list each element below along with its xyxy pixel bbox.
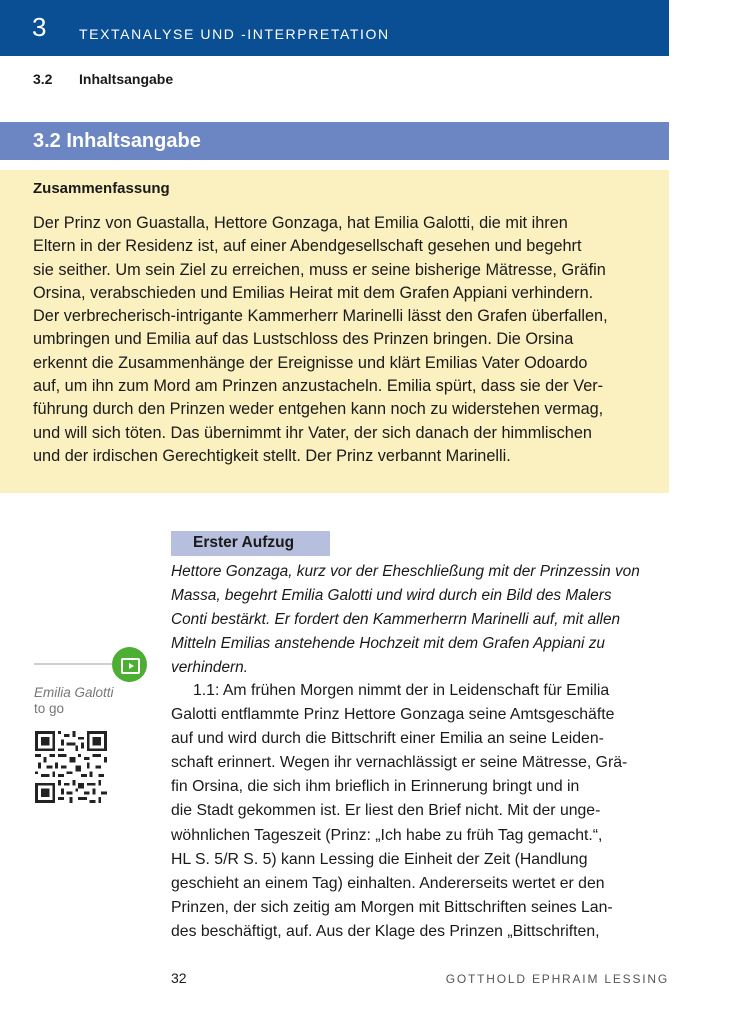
- act-body-line: wöhnlichen Tageszeit (Prinz: „Ich habe zu früh Tag gemacht.“,: [171, 826, 603, 844]
- sidebar-caption: [34, 685, 114, 717]
- sidebar-divider: [34, 663, 116, 665]
- act-intro: [171, 560, 671, 680]
- summary-line: und will sich töten. Das übernimmt ihr Vater, der sich danach der himmlischen: [33, 423, 592, 442]
- summary-line: Orsina, verabschieden und Emilias Heirat mit dem Grafen Appiani verhindern.: [33, 283, 594, 302]
- section-number: 3.2: [33, 71, 53, 87]
- running-section-heading: [33, 71, 173, 87]
- act-label-text: Erster Aufzug: [193, 534, 295, 551]
- act-intro-line: Hettore Gonzaga, kurz vor der Eheschließung mit der Prinzessin von: [171, 563, 640, 580]
- act-body-line: die Stadt gekommen ist. Er liest den Brief nicht. Mit der unge-: [171, 802, 601, 820]
- qr-code-icon[interactable]: [34, 731, 108, 803]
- act-intro-line: Conti bestärkt. Er fordert den Kammerherrn Marinelli auf, mit allen: [171, 611, 621, 628]
- summary-line: Der Prinz von Guastalla, Hettore Gonzaga, hat Emilia Galotti, die mit ihren: [33, 214, 568, 232]
- chapter-number: 3: [32, 12, 47, 42]
- summary-heading: Zusammenfassung: [33, 180, 170, 197]
- section-title: Inhaltsangabe: [79, 71, 174, 87]
- summary-line: auf, um ihn zum Mord am Prinzen anzustacheln. Emilia spürt, dass sie der Ver-: [33, 377, 604, 396]
- act-body-line: fin Orsina, die sich ihm brieflich in Erinnerung bringt und in: [171, 778, 580, 796]
- act-body-line: des beschäftigt, auf. Aus der Klage des Prinzen „Bittschriften,: [171, 922, 600, 940]
- summary-line: führung durch den Prinzen weder entgehen kann noch zu widerstehen vermag,: [33, 400, 604, 419]
- running-footer-author: GOTTHOLD EPHRAIM LESSING: [445, 972, 669, 986]
- chapter-title: TEXTANALYSE UND -INTERPRETATION: [79, 26, 390, 42]
- act-body-line: geschieht an einem Tag) einhalten. Andererseits wertet er den: [171, 874, 605, 892]
- act-body-line: auf und wird durch die Bittschrift einer Emilia an seine Leiden-: [171, 730, 604, 748]
- summary-line: Eltern in der Residenz ist, auf einer Abendgesellschaft gesehen und begehrt: [33, 237, 582, 256]
- summary-text: [33, 212, 663, 468]
- page-number: 32: [171, 970, 187, 986]
- section-banner-title: 3.2 Inhaltsangabe: [33, 130, 201, 152]
- act-label: [171, 531, 330, 556]
- act-intro-line: verhindern.: [171, 659, 248, 676]
- summary-line: sie seither. Um sein Ziel zu erreichen, muss er seine bisherige Mätresse, Gräfin: [33, 260, 606, 279]
- act-body: [171, 679, 671, 944]
- play-video-icon[interactable]: [112, 647, 147, 682]
- summary-line: erkennt die Zusammenhänge der Ereignisse und klärt Emilias Vater Odoardo: [33, 353, 588, 372]
- chapter-header-bar: [0, 0, 669, 56]
- sidebar-caption-title: Emilia Galotti: [34, 685, 114, 700]
- act-body-line: schaft erinnert. Wegen ihr vernachlässigt er seine Mätresse, Grä-: [171, 754, 628, 772]
- act-intro-line: Mitteln Emilias anstehende Hochzeit mit dem Grafen Appiani zu: [171, 635, 605, 652]
- summary-line: Der verbrecherisch-intrigante Kammerherr Marinelli lässt den Grafen überfallen,: [33, 307, 608, 326]
- act-body-line: HL S. 5/R S. 5) kann Lessing die Einheit der Zeit (Handlung: [171, 850, 588, 868]
- section-banner: [0, 122, 669, 160]
- act-intro-line: Massa, begehrt Emilia Galotti und wird durch ein Bild des Malers: [171, 587, 612, 604]
- summary-line: und der irdischen Gerechtigkeit stellt. Der Prinz verbannt Marinelli.: [33, 446, 511, 465]
- summary-line: umbringen und Emilia auf das Lustschloss des Prinzen bringen. Die Orsina: [33, 330, 574, 349]
- act-body-line: 1.1: Am frühen Morgen nimmt der in Leidenschaft für Emilia: [193, 682, 610, 699]
- act-body-line: Galotti entflammte Prinz Hettore Gonzaga seine Amtsgeschäfte: [171, 706, 615, 724]
- sidebar-caption-sub: to go: [34, 701, 65, 716]
- act-body-line: Prinzen, der sich zeitig am Morgen mit Bittschriften seines Lan-: [171, 898, 613, 916]
